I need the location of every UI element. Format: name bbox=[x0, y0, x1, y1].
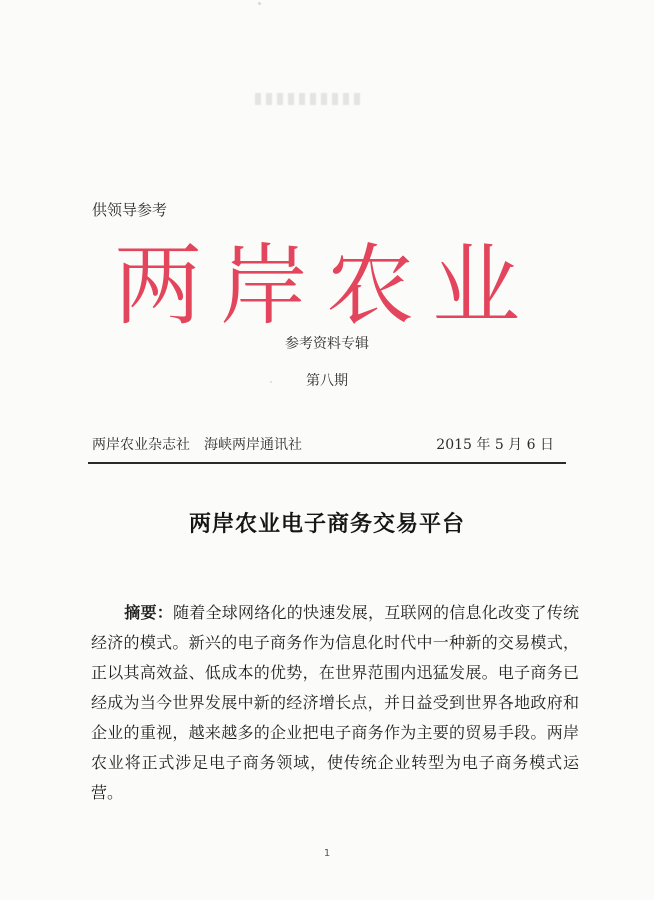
scan-smudge bbox=[255, 93, 365, 105]
article-title: 两岸农业电子商务交易平台 bbox=[188, 512, 465, 537]
publication-subtitle: 参考资料专辑 bbox=[285, 336, 369, 352]
circulation-note: 供领导参考 bbox=[92, 201, 168, 219]
abstract-paragraph bbox=[91, 598, 579, 808]
header-divider bbox=[88, 462, 566, 464]
scan-speck bbox=[258, 2, 261, 5]
issue-number: 第八期 bbox=[306, 373, 348, 389]
abstract-label: 摘要： bbox=[124, 603, 173, 622]
publisher-line: 两岸农业杂志社 海峡两岸通讯社 bbox=[92, 437, 302, 453]
masthead-title: 两岸农业 bbox=[114, 234, 539, 337]
abstract-text: 随着全球网络化的快速发展，互联网的信息化改变了传统经济的模式。新兴的电子商务作为信息化时代中一种新的交易模式，正以其高效益、低成本的优势，在世界范围内迅猛发展。电子商务已经成为当今世界发展中新的经济增长点，并日益受到世界各地政府和企业的重视，越来越多的企业把电子商务作为主要的贸易手段。两岸农业将正式涉足电子商务领域，使传统企业转型为电子商务模式运营。 bbox=[91, 603, 579, 802]
publication-date: 2015 年 5 月 6 日 bbox=[436, 437, 554, 453]
page-number: 1 bbox=[323, 848, 331, 859]
